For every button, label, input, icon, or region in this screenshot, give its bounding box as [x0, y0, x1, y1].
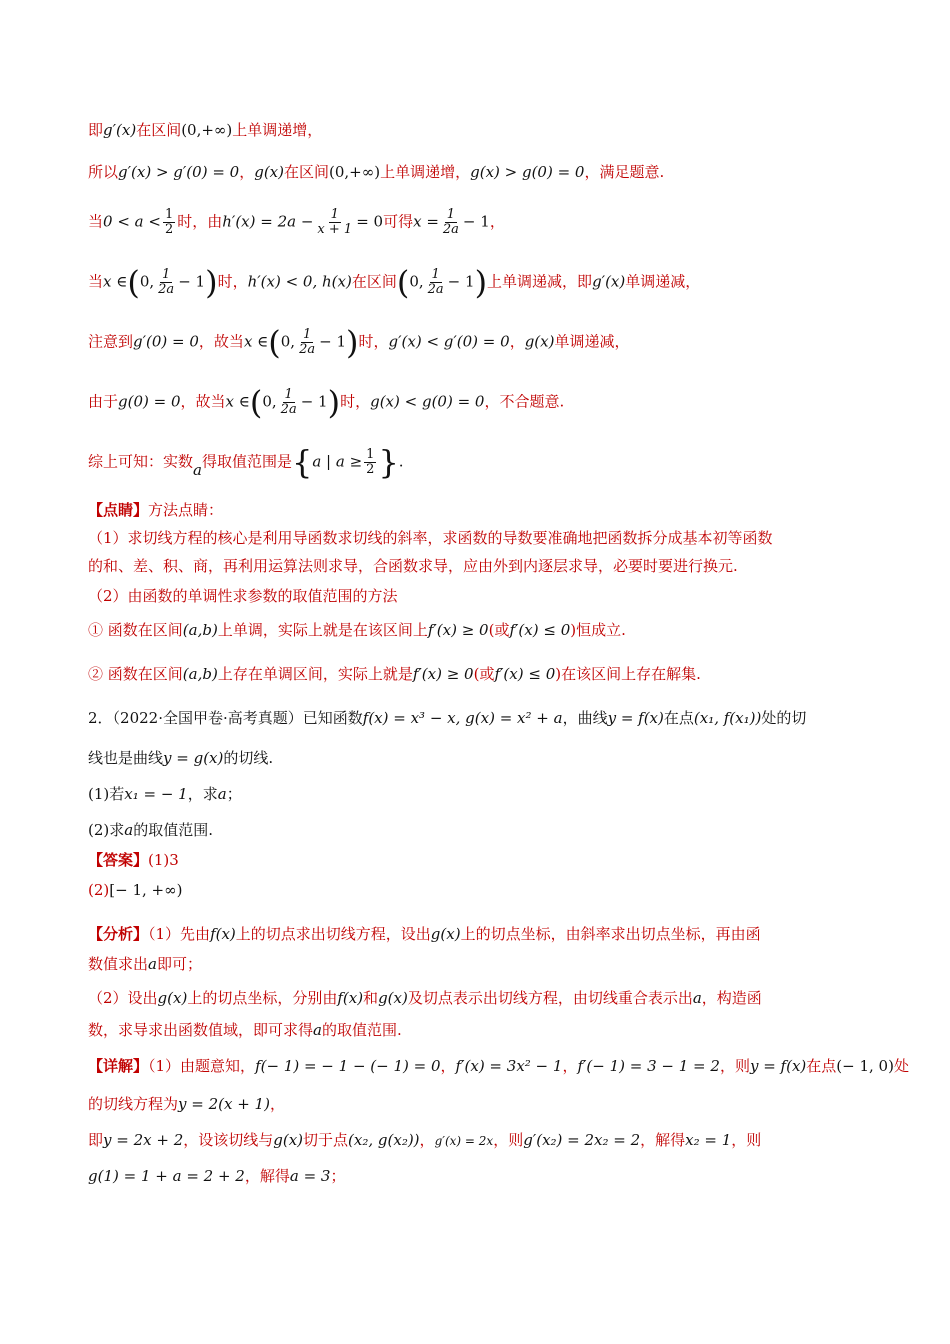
answer-label: 【答案】	[88, 851, 149, 869]
denominator: 2	[164, 222, 174, 237]
open-paren: (	[249, 383, 263, 422]
text: ，	[239, 163, 255, 181]
math-expr: − 1	[319, 332, 346, 351]
text: 上存在单调区间，实际上就是	[217, 665, 413, 683]
math-expr: f(x)	[337, 989, 364, 1007]
text: ，	[562, 1057, 578, 1075]
text: 上单调递减，即	[487, 272, 593, 291]
text: 处	[893, 1057, 909, 1075]
line-25	[88, 1094, 285, 1114]
math-expr: x₁ = − 1	[124, 785, 188, 803]
text: 上的切点坐标，由斜率求出切点坐标，再由函	[460, 925, 761, 943]
math-expr: g(x)	[378, 989, 408, 1007]
text: ② 函数在区间	[88, 665, 183, 683]
line-7	[88, 443, 404, 482]
text: 的取值范围.	[321, 1021, 402, 1039]
math-expr: a | a ≥	[312, 452, 363, 471]
math-expr: a	[313, 1021, 322, 1039]
close-brace: }	[378, 443, 399, 482]
math-expr: (− 1, 0)	[836, 1057, 894, 1075]
text: ，故当	[198, 332, 244, 351]
text: 处的切	[761, 709, 807, 727]
text: （1）先由	[148, 925, 211, 943]
math-expr: f(x) = x³ − x, g(x) = x² + a	[362, 709, 563, 727]
math-expr: f′(− 1) = 3 − 1 = 2	[577, 1057, 720, 1075]
math-expr: (x₂, g(x₂))	[348, 1131, 420, 1149]
analysis-label: 【分析】	[88, 925, 149, 943]
text: 及切点表示出切线方程，由切线重合表示出	[407, 989, 693, 1007]
text: ，构造函	[701, 989, 762, 1007]
math-expr: f′(x) ≤ 0	[509, 621, 571, 639]
text: 时，由	[177, 212, 223, 231]
denominator: 2a	[299, 342, 316, 357]
text: 综上可知：实数	[88, 452, 194, 471]
text: ① 函数在区间	[88, 621, 183, 639]
line-11: （2）由函数的单调性求参数的取值范围的方法	[88, 587, 398, 605]
text: ，	[509, 332, 525, 351]
detail-label: 【详解】	[88, 1057, 149, 1075]
numerator: 1	[366, 447, 375, 462]
text: 时，	[340, 392, 371, 411]
line-15	[88, 748, 273, 768]
text: ，设该切线与	[183, 1131, 274, 1149]
fraction	[315, 208, 354, 237]
text: 切于点	[303, 1131, 349, 1149]
fraction	[426, 268, 446, 297]
text: ，	[269, 1095, 285, 1113]
math-expr: y = g(x)	[163, 749, 224, 767]
math-expr: 0,	[280, 332, 296, 351]
fraction	[279, 388, 299, 417]
line-16	[88, 784, 242, 804]
text: ，求	[187, 785, 218, 803]
close-paren: )	[205, 263, 218, 302]
fraction	[441, 208, 461, 237]
text: 在区间	[283, 163, 329, 181]
math-expr: g′(x) < g′(0) = 0	[388, 332, 510, 351]
math-expr: g(x) > g(0) = 0	[470, 163, 585, 181]
text: 2．（2022·全国甲卷·高考真题）已知函数	[88, 709, 363, 727]
math-expr: x =	[413, 212, 439, 231]
text: ，则	[719, 1057, 750, 1075]
math-expr: x ∈	[243, 332, 269, 351]
math-expr: a	[148, 955, 157, 973]
line-6	[88, 383, 565, 422]
text: 的切线方程为	[88, 1095, 179, 1113]
text: )在该区间上存在解集.	[555, 665, 701, 683]
line-10: 的和、差、积、商，再利用运算法则求导，合函数求导，应由外到内逐层求导，必要时要进行换元.	[88, 557, 738, 575]
text: 当	[88, 272, 104, 291]
numerator: 1	[330, 207, 339, 222]
text: 上单调递增，	[232, 121, 323, 139]
text: (2)	[88, 881, 110, 899]
line-17	[88, 820, 213, 840]
math-expr: 0,	[262, 392, 277, 411]
text: 可得	[383, 212, 414, 231]
text: 数，求导求出函数值域，即可求得	[88, 1021, 314, 1039]
denominator: 2a	[158, 282, 175, 297]
text: (或	[473, 665, 495, 683]
text: 由于	[88, 392, 119, 411]
text: .	[398, 452, 404, 471]
math-expr: (a,b)	[182, 621, 218, 639]
math-expr: y = f(x)	[607, 709, 664, 727]
line-18	[88, 850, 179, 870]
line-22	[88, 988, 762, 1008]
math-expr: − 1	[447, 272, 475, 291]
math-expr: g′(x)	[592, 272, 626, 291]
math-expr: − 1	[178, 272, 206, 291]
numerator: 1	[302, 327, 312, 342]
text: （2）设出	[88, 989, 158, 1007]
math-expr: h′(x) < 0, h(x)	[247, 272, 352, 291]
math-expr: x ∈	[225, 392, 250, 411]
text: 当	[88, 212, 104, 231]
text: (1)若	[88, 785, 125, 803]
text: 上的切点求出切线方程，设出	[235, 925, 431, 943]
fraction	[156, 268, 176, 297]
math-expr: g(x)	[430, 925, 461, 943]
line-9: （1）求切线方程的核心是利用导函数求切线的斜率，求函数的导数要准确地把函数拆分成基本初等函数	[88, 529, 773, 547]
text: 在点	[806, 1057, 837, 1075]
text: 注意到	[88, 332, 134, 351]
line-12	[88, 620, 626, 640]
text: 数值求出	[88, 955, 149, 973]
math-expr: = 0	[356, 212, 384, 231]
text: ，解得	[640, 1131, 686, 1149]
line-21	[88, 954, 202, 974]
text: 即	[88, 1131, 104, 1149]
text: 线也是曲线	[88, 749, 164, 767]
text: 单调递减，	[554, 332, 630, 351]
line-19	[88, 880, 182, 900]
math-expr: a = 3	[289, 1167, 331, 1185]
text: 上的切点坐标，分别由	[187, 989, 338, 1007]
text: 在点	[663, 709, 694, 727]
math-expr: f′(x) = 3x² − 1	[455, 1057, 563, 1075]
text: 的切线.	[223, 749, 274, 767]
line-26	[88, 1130, 761, 1151]
text: ，则	[731, 1131, 762, 1149]
denominator: 2	[366, 462, 375, 477]
text: 和	[363, 989, 379, 1007]
numerator: 1	[164, 207, 174, 222]
text: ，	[419, 1131, 435, 1149]
math-expr: a	[217, 785, 227, 803]
tip-label: 【点睛】	[88, 501, 149, 519]
text: )恒成立.	[570, 621, 626, 639]
text: ，不合题意.	[484, 392, 565, 411]
math-expr: [− 1, +∞)	[109, 881, 183, 899]
fraction	[364, 448, 376, 477]
text: (1)3	[148, 851, 179, 869]
open-paren: (	[127, 263, 140, 302]
math-expr: f′(x) ≥ 0	[427, 621, 489, 639]
denominator: 2a	[427, 282, 444, 297]
math-expr: g′(x) = 2x	[434, 1134, 494, 1148]
text: 时，	[217, 272, 248, 291]
math-expr: g(0) = 0	[118, 392, 181, 411]
text: (或	[488, 621, 510, 639]
math-expr: f′(x) ≤ 0	[494, 665, 556, 683]
text: ，则	[493, 1131, 524, 1149]
math-expr: 0,	[409, 272, 424, 291]
text: (2)求	[88, 821, 125, 839]
open-brace: {	[291, 443, 313, 482]
line-23	[88, 1020, 402, 1040]
text: 上单调，实际上就是在该区间上	[217, 621, 428, 639]
math-expr: g(1) = 1 + a = 2 + 2	[88, 1167, 245, 1185]
text: 所以	[88, 163, 119, 181]
math-expr: g(x)	[524, 332, 555, 351]
text: 在区间	[351, 272, 397, 291]
close-paren: )	[474, 263, 488, 302]
close-paren: )	[346, 323, 359, 362]
open-paren: (	[268, 323, 281, 362]
math-expr: y = 2(x + 1)	[178, 1095, 270, 1113]
text: ，	[489, 212, 505, 231]
math-expr: f(− 1) = − 1 − (− 1) = 0	[255, 1057, 441, 1075]
math-expr: 0 < a <	[103, 212, 161, 231]
fraction	[163, 208, 175, 237]
math-expr: − 1	[300, 392, 328, 411]
math-expr: x₂ = 1	[685, 1131, 732, 1149]
text: ，曲线	[562, 709, 608, 727]
open-paren: (	[396, 263, 410, 302]
text: 得取值范围是	[201, 452, 292, 471]
text: 即可；	[156, 955, 202, 973]
math-expr: g(x) < g(0) = 0	[370, 392, 485, 411]
text: ，满足题意.	[584, 163, 665, 181]
math-expr: 0,	[139, 272, 155, 291]
line-20	[88, 924, 761, 944]
line-24	[88, 1056, 909, 1076]
text: 的取值范围.	[133, 821, 213, 839]
text: ，解得	[244, 1167, 290, 1185]
math-expr: (0,+∞)	[329, 163, 381, 181]
math-expr: y = 2x + 2	[103, 1131, 184, 1149]
close-paren: )	[327, 383, 341, 422]
line-13	[88, 664, 701, 684]
text: 在区间	[136, 121, 182, 139]
text: 方法点睛：	[148, 501, 224, 519]
math-expr: g′(x₂) = 2x₂ = 2	[523, 1131, 641, 1149]
math-expr: (x₁, f(x₁))	[693, 709, 762, 727]
fraction	[297, 328, 317, 357]
line-27	[88, 1166, 345, 1186]
numerator: 1	[284, 387, 293, 402]
denominator: 2a	[280, 402, 297, 417]
math-expr: a	[692, 989, 702, 1007]
line-2	[88, 162, 664, 182]
line-3	[88, 208, 505, 237]
denominator: 2a	[442, 222, 459, 237]
text: ；	[330, 1167, 346, 1185]
math-expr: y = f(x)	[749, 1057, 807, 1075]
numerator: 1	[162, 267, 171, 282]
math-expr: g(x)	[273, 1131, 304, 1149]
math-expr: g′(x)	[103, 121, 137, 139]
numerator: 1	[446, 207, 456, 222]
math-expr: a	[124, 821, 134, 839]
text: ，故当	[180, 392, 226, 411]
math-expr: a	[193, 460, 202, 479]
math-expr: g′(0) = 0	[133, 332, 199, 351]
math-expr: x ∈	[103, 272, 128, 291]
math-expr: f(x)	[210, 925, 236, 943]
denominator: x + 1	[317, 222, 353, 237]
line-14	[88, 708, 806, 728]
line-4	[88, 263, 701, 302]
math-expr: g′(x) > g′(0) = 0	[118, 163, 240, 181]
text: ，	[440, 1057, 456, 1075]
math-expr: (a,b)	[182, 665, 218, 683]
numerator: 1	[431, 267, 440, 282]
math-expr: h′(x) = 2a −	[222, 212, 314, 231]
text: 上单调递增，	[380, 163, 471, 181]
text: 即	[88, 121, 104, 139]
text: 时，	[358, 332, 389, 351]
text: ；	[226, 785, 242, 803]
text: （1）由题意知，	[148, 1057, 256, 1075]
math-expr: (0,+∞)	[181, 121, 233, 139]
line-8	[88, 500, 223, 520]
math-expr: g(x)	[157, 989, 188, 1007]
math-expr: f′(x) ≥ 0	[412, 665, 474, 683]
line-5	[88, 323, 630, 362]
math-expr: g(x)	[254, 163, 284, 181]
text: 单调递减，	[625, 272, 701, 291]
line-1	[88, 120, 322, 140]
math-expr: − 1	[462, 212, 490, 231]
